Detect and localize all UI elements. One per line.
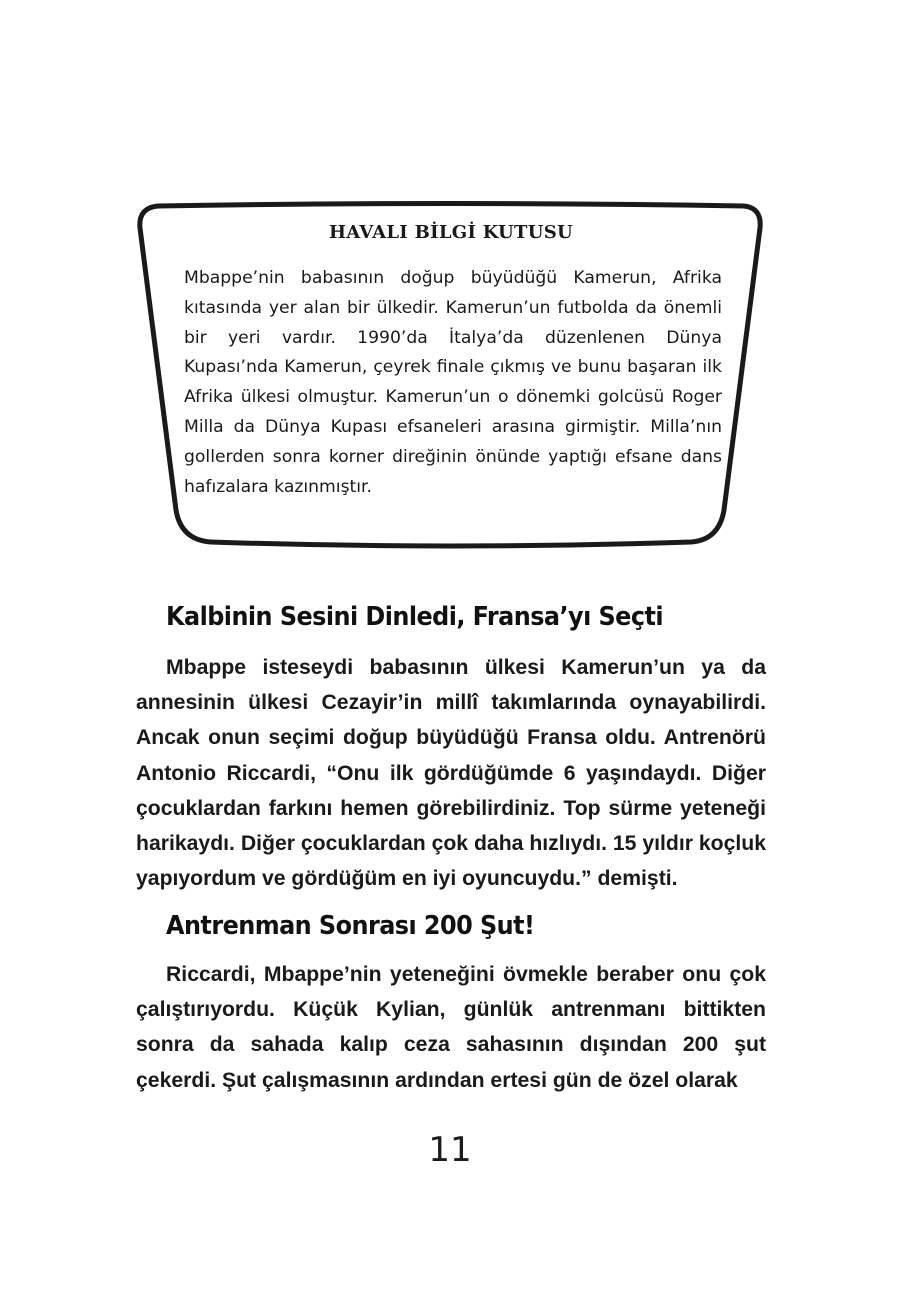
section-heading-antrenman-sonrasi: Antrenman Sonrası 200 Şut! <box>166 911 535 941</box>
section-heading-kalbinin-sesini: Kalbinin Sesini Dinledi, Fransa’yı Seçti <box>166 602 664 632</box>
info-box-title: HAVALI BİLGİ KUTUSU <box>328 222 574 243</box>
page-number: 11 <box>428 1130 472 1170</box>
section-paragraph-1: Mbappe isteseydi babasının ülkesi Kamerun’un ya da annesinin ülkesi Cezayir’in millî takımlarında oynayabilirdi. Ancak onun seçimi doğup büyüdüğü Fransa oldu. Antrenörü Antonio Riccardi, “Onu ilk gördüğümde 6 yaşındaydı. Diğer çocuklardan farkını hemen görebilirdiniz. Top sürme yeteneği harikaydı. Diğer çocuklardan çok daha hızlıydı. 15 yıldır koçluk yapıyordum ve gördüğüm en iyi oyuncuydu.” demişti. <box>136 656 766 891</box>
section-paragraph-2: Riccardi, Mbappe’nin yeteneğini övmekle beraber onu çok çalıştırıyordu. Küçük Kylian, günlük antrenmanı bittikten sonra da sahada kalıp ceza sahasının dışından 200 şut çekerdi. Şut çalışmasının ardından ertesi gün de özel olarak <box>136 963 766 1092</box>
info-box-text: Mbappe’nin babasının doğup büyüdüğü Kamerun, Afrika kıtasında yer alan bir ülkedir. Kamerun’un futbolda da önemli bir yeri vardır. 1990’da İtalya’da düzenlenen Dünya Kupası’nda Kamerun, çeyrek finale çıkmış ve bunu başaran ilk Afrika ülkesi olmuştur. Kamerun’un o dönemki golcüsü Roger Milla da Dünya Kupası efsaneleri arasına girmiştir. Milla’nın gollerden sonra korner direğinin önünde yaptığı efsane dans hafızalara kazınmıştır. <box>184 268 722 497</box>
info-box <box>136 198 766 550</box>
